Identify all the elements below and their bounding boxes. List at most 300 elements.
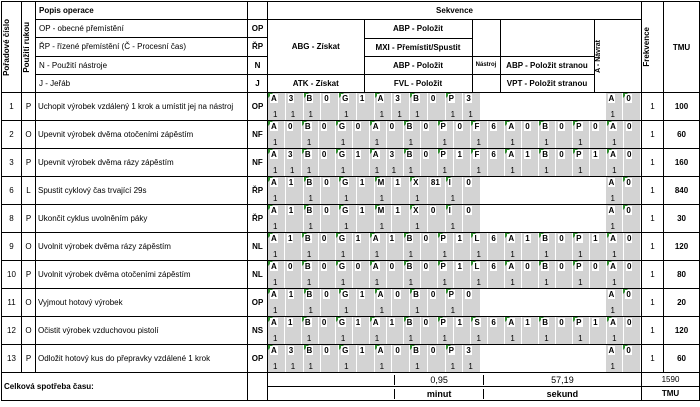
sequence-param: 0 [324, 346, 329, 355]
sequence-cell [499, 177, 517, 204]
sequence-param: A [610, 262, 616, 271]
sequence-param: 1 [395, 178, 400, 187]
sequence-cell [392, 345, 410, 372]
sequence-cell [624, 261, 641, 288]
sequence-sub: 1 [442, 250, 447, 259]
sequence-cell [463, 205, 481, 232]
sequence-cell [623, 177, 641, 204]
table-row [2, 289, 700, 317]
total-seconds-value: 57,19 [483, 375, 641, 385]
sequence-param: A [508, 122, 515, 131]
sequence-cell [539, 317, 556, 344]
sequence-param: 1 [593, 318, 598, 327]
sequence-cell [534, 93, 552, 120]
sequence-param: B [306, 206, 313, 215]
sequence-cell [336, 233, 353, 260]
sequence-cell [357, 205, 375, 232]
sequence-param: B [542, 150, 549, 159]
legend-code: N [248, 56, 268, 74]
sequence-param: 0 [466, 206, 471, 215]
sequence-param: 0 [355, 122, 361, 131]
sequence-sub: 1 [379, 362, 385, 371]
row-code: NL [248, 233, 268, 261]
sequence-param: G [338, 318, 346, 327]
row-frequency: 1 [642, 93, 664, 121]
sequence-cell [590, 261, 607, 288]
sequence-param: P [440, 262, 446, 271]
sequence-param: I [448, 178, 451, 187]
sequence-sub: 1 [610, 110, 615, 119]
sequence-param: 0 [287, 262, 293, 271]
sequence-sub: 1 [340, 166, 346, 175]
sequence-cell [539, 149, 556, 176]
sequence-param: G [342, 206, 349, 215]
sequence-cell [552, 93, 570, 120]
sequence-sub: 1 [612, 334, 617, 343]
sequence-sub: 1 [379, 110, 385, 119]
sequence-cell [268, 93, 286, 120]
sequence-param: 1 [355, 234, 361, 243]
sequence-cell [302, 317, 319, 344]
sequence-param: 0 [423, 234, 429, 243]
sequence-sub: 1 [610, 194, 615, 203]
row-description: Ukončit cyklus uvolněním páky [36, 205, 248, 233]
sequence-param: B [542, 234, 549, 243]
row-description: Odložit hotový kus do přepravky vzdálené 1 krok [36, 345, 248, 373]
sequence-cell [321, 289, 339, 316]
col-seq-header: Sekvence [268, 2, 642, 20]
sequence-param: 0 [626, 206, 631, 215]
sequence-sub: 1 [374, 166, 380, 175]
sequence-sub: 1 [415, 306, 420, 315]
sequence-cell [319, 317, 336, 344]
sequence-cell [339, 177, 357, 204]
row-number: 6 [2, 177, 22, 205]
sequence-cell [590, 317, 607, 344]
sequence-sub: 1 [450, 362, 456, 371]
sequence-param: 1 [355, 318, 361, 327]
table-row [2, 93, 700, 121]
sequence-param: B [406, 150, 413, 159]
sequence-cell [321, 93, 339, 120]
row-sequence [268, 149, 642, 177]
sequence-sub: 1 [610, 306, 615, 315]
sequence-cell [285, 317, 302, 344]
legend-item: J - Jeřáb [36, 74, 248, 92]
sequence-param: A [508, 318, 515, 327]
sequence-cell [606, 345, 624, 372]
sequence-cell [607, 317, 624, 344]
sequence-sub: 1 [408, 250, 414, 259]
sequence-cell [539, 261, 556, 288]
table-row [2, 149, 700, 177]
sequence-cell [404, 149, 421, 176]
sequence-param: A [372, 122, 379, 131]
sequence-param: 0 [593, 122, 598, 131]
seq-label-abp2: ABP - Položit [364, 56, 472, 74]
sequence-param: P [576, 318, 582, 327]
sequence-sub: 1 [578, 278, 583, 287]
sequence-sub: 1 [344, 194, 349, 203]
sequence-param: 0 [559, 150, 564, 159]
sequence-cell [624, 149, 641, 176]
sequence-sub: 1 [544, 138, 549, 147]
sequence-sub: 1 [374, 138, 380, 147]
row-number: 9 [2, 233, 22, 261]
sequence-sub: 1 [379, 194, 385, 203]
seq-label-abp: ABP - Položit [364, 20, 472, 38]
row-number: 12 [2, 317, 22, 345]
sequence-sub: 1 [273, 250, 278, 259]
sequence-sub: 1 [289, 166, 295, 175]
sequence-param: A [608, 206, 615, 215]
col-desc-header: Popis operace [36, 2, 248, 20]
sequence-param: 0 [287, 122, 293, 131]
sequence-sub: 1 [344, 110, 349, 119]
sequence-cell [623, 205, 641, 232]
sequence-param: 0 [430, 94, 436, 103]
sequence-sub: 1 [544, 334, 549, 343]
total-tmu-value: 1590 [642, 373, 700, 387]
sequence-param: 0 [389, 262, 395, 271]
sequence-param: A [271, 150, 277, 159]
legend-code: OP [248, 20, 268, 38]
sequence-sub: 1 [273, 194, 278, 203]
sequence-param: P [440, 234, 446, 243]
col-freq-header: Frekvence [642, 2, 664, 93]
sequence-cell [499, 205, 517, 232]
sequence-cell [387, 121, 404, 148]
sequence-param: 0 [627, 150, 632, 159]
sequence-cell [268, 149, 285, 176]
sequence-param: G [342, 178, 349, 187]
sequence-cell [588, 205, 606, 232]
sequence-param: A [610, 150, 616, 159]
table-row [2, 233, 700, 261]
table-row [2, 177, 700, 205]
row-frequency: 1 [642, 261, 664, 289]
sequence-param: 0 [423, 262, 429, 271]
mtm-analysis-table [1, 1, 700, 401]
sequence-cell [505, 149, 522, 176]
sequence-label-grid [268, 20, 642, 92]
sequence-param: A [508, 150, 515, 159]
sequence-sub: 1 [344, 362, 349, 371]
sequence-param: A [372, 150, 379, 159]
sequence-param: B [304, 262, 311, 271]
row-frequency: 1 [642, 317, 664, 345]
sequence-cell [268, 317, 285, 344]
sequence-param: G [338, 122, 346, 131]
sequence-cell [481, 289, 499, 316]
sequence-param: 1 [287, 234, 293, 243]
sequence-cell [285, 149, 302, 176]
sequence-param: G [342, 94, 349, 103]
sequence-cell [454, 233, 471, 260]
sequence-sub: 1 [578, 334, 583, 343]
sequence-param: A [508, 262, 515, 271]
sequence-param: A [377, 94, 384, 103]
sequence-cell [471, 121, 488, 148]
sequence-cell [438, 121, 455, 148]
row-sequence [268, 205, 642, 233]
row-hand: O [22, 233, 36, 261]
row-frequency: 1 [642, 289, 664, 317]
sequence-param: 3 [288, 346, 294, 355]
sequence-cell [556, 317, 573, 344]
sequence-cell [552, 345, 570, 372]
sequence-param: A [271, 318, 277, 327]
sequence-param: 1 [359, 290, 365, 299]
sequence-param: A [508, 234, 515, 243]
sequence-cell [353, 149, 370, 176]
sequence-param: A [377, 290, 384, 299]
sequence-param: B [406, 262, 413, 271]
sequence-cell [375, 93, 393, 120]
legend-code: ŘP [248, 38, 268, 56]
sequence-param: 1 [593, 234, 598, 243]
sequence-param: F [474, 150, 480, 159]
row-description: Spustit cyklový čas trvající 29s [36, 177, 248, 205]
sequence-param: B [413, 94, 419, 103]
sequence-cell [392, 177, 410, 204]
sequence-sub: 1 [374, 250, 380, 259]
row-description: Uvolnit výrobek dvěma otočeními zápěstím [36, 261, 248, 289]
sequence-param: 6 [491, 262, 496, 271]
sequence-param: A [271, 178, 277, 187]
row-tmu: 30 [664, 205, 700, 233]
sequence-cell [606, 93, 624, 120]
sequence-param: 6 [491, 122, 496, 131]
sequence-param: B [413, 346, 419, 355]
sequence-param: 1 [525, 318, 530, 327]
sequence-cell [463, 177, 481, 204]
sequence-param: 1 [525, 234, 530, 243]
sequence-param: 1 [355, 150, 361, 159]
sequence-param: 1 [457, 150, 462, 159]
sequence-param: P [576, 262, 582, 271]
sequence-sub: 1 [379, 306, 385, 315]
sequence-sub: 1 [510, 166, 515, 175]
sequence-cell [336, 149, 353, 176]
sequence-cell [304, 289, 322, 316]
sequence-cell [556, 149, 573, 176]
sequence-cell [573, 261, 590, 288]
sequence-cell [392, 93, 410, 120]
table-row [2, 261, 700, 289]
sequence-param: 1 [395, 206, 400, 215]
sequence-cell [488, 261, 505, 288]
sequence-param: 0 [626, 94, 631, 103]
sequence-cell [428, 289, 446, 316]
sequence-cell [573, 317, 590, 344]
sequence-param: S [474, 318, 480, 327]
row-tmu: 60 [664, 345, 700, 373]
sequence-param: 1 [389, 234, 395, 243]
legend-item: OP - obecné přemístění [36, 20, 248, 38]
sequence-cell [505, 317, 522, 344]
sequence-sub: 1 [408, 334, 414, 343]
total-seconds-unit: sekund [483, 389, 641, 399]
sequence-cell [556, 261, 573, 288]
sequence-param: 0 [627, 318, 632, 327]
sequence-param: P [440, 150, 446, 159]
sequence-sub: 1 [306, 250, 312, 259]
sequence-cell [336, 121, 353, 148]
sequence-sub: 1 [415, 222, 420, 231]
sequence-sub: 1 [442, 334, 447, 343]
sequence-cell [534, 345, 552, 372]
sequence-cell [488, 149, 505, 176]
sequence-param: 0 [321, 262, 327, 271]
legend-item: ŘP - řízené přemístění (Č - Procesní čas) [36, 38, 248, 56]
sequence-param: 1 [525, 150, 530, 159]
row-sequence [268, 177, 642, 205]
sequence-param: A [608, 290, 615, 299]
sequence-cell [339, 93, 357, 120]
sequence-cell [428, 93, 446, 120]
sequence-cell [570, 205, 588, 232]
sequence-cell [304, 177, 322, 204]
row-description: Uchopit výrobek vzdálený 1 krok a umístit jej na nástroj [36, 93, 248, 121]
sequence-sub: 1 [415, 110, 420, 119]
sequence-cell [488, 121, 505, 148]
row-hand: O [22, 289, 36, 317]
sequence-param: 3 [288, 94, 294, 103]
sequence-cell [285, 121, 302, 148]
row-sequence [268, 93, 642, 121]
sequence-cell [421, 121, 438, 148]
sequence-param: B [306, 94, 313, 103]
sequence-param: 0 [627, 122, 632, 131]
sequence-cell [353, 317, 370, 344]
row-frequency: 1 [642, 149, 664, 177]
sequence-cell [481, 205, 499, 232]
row-description: Upevnit výrobek dvěma rázy zápěstím [36, 149, 248, 177]
sequence-cell [286, 177, 304, 204]
sequence-param: 1 [457, 262, 462, 271]
sequence-sub: 1 [442, 138, 447, 147]
sequence-cell [410, 93, 428, 120]
sequence-param: 0 [324, 94, 329, 103]
row-description: Uvolnit výrobek dvěma rázy zápěstím [36, 233, 248, 261]
sequence-cell [588, 177, 606, 204]
sequence-cell [387, 233, 404, 260]
sequence-cell [606, 177, 624, 204]
sequence-cell [556, 121, 573, 148]
sequence-cell [286, 289, 304, 316]
row-hand: P [22, 205, 36, 233]
row-number: 2 [2, 121, 22, 149]
sequence-cell [488, 317, 505, 344]
sequence-cell [421, 149, 438, 176]
sequence-param: X [413, 178, 419, 187]
sequence-cell [463, 289, 481, 316]
sequence-param: A [372, 234, 379, 243]
row-hand: O [22, 317, 36, 345]
sequence-cell [304, 345, 322, 372]
sequence-cell [438, 149, 455, 176]
sequence-cell [339, 205, 357, 232]
sequence-cell [522, 121, 539, 148]
row-number: 13 [2, 345, 22, 373]
sequence-param: P [576, 150, 582, 159]
sequence-param: 0 [627, 262, 632, 271]
sequence-cell [302, 233, 319, 260]
sequence-cell [624, 121, 641, 148]
sequence-sub: 1 [306, 334, 312, 343]
sequence-sub: 1 [610, 222, 615, 231]
sequence-param: A [372, 318, 379, 327]
sequence-param: G [338, 234, 346, 243]
sequence-cell [623, 345, 641, 372]
sequence-sub: 1 [306, 138, 312, 147]
sequence-sub: 1 [476, 166, 481, 175]
sequence-sub: 1 [544, 166, 549, 175]
seq-label-abp-stranou: ABP - Položit stranou [500, 56, 594, 74]
sequence-sub: 1 [308, 362, 313, 371]
sequence-param: A [610, 122, 616, 131]
col-hand-header: Použití rukou [22, 2, 36, 93]
row-number: 1 [2, 93, 22, 121]
sequence-sub: 1 [468, 362, 473, 371]
sequence-cell [499, 289, 517, 316]
row-tmu: 20 [664, 289, 700, 317]
row-code: NF [248, 121, 268, 149]
sequence-param: 0 [355, 262, 361, 271]
sequence-param: 1 [359, 346, 365, 355]
total-tmu-unit: TMU [642, 387, 700, 401]
row-description: Očistit výrobek vzduchovou pistolí [36, 317, 248, 345]
sequence-sub: 1 [273, 222, 278, 231]
sequence-param: 1 [287, 318, 293, 327]
sequence-param: 1 [359, 94, 365, 103]
row-tmu: 120 [664, 317, 700, 345]
sequence-param: 0 [466, 290, 471, 299]
sequence-cell [522, 149, 539, 176]
sequence-param: B [306, 178, 313, 187]
sequence-param: 1 [389, 318, 395, 327]
sequence-param: 0 [321, 122, 327, 131]
sequence-cell [517, 289, 535, 316]
sequence-cell [286, 345, 304, 372]
sequence-param: G [338, 150, 346, 159]
sequence-sub: 1 [476, 138, 481, 147]
sequence-param: 0 [321, 234, 327, 243]
sequence-param: B [542, 318, 549, 327]
sequence-param: 0 [525, 122, 530, 131]
sequence-sub: 1 [290, 362, 296, 371]
table-row [2, 317, 700, 345]
sequence-cell [375, 205, 393, 232]
sequence-cell [304, 93, 322, 120]
sequence-cell [353, 233, 370, 260]
sequence-cell [471, 317, 488, 344]
sequence-cell [302, 121, 319, 148]
sequence-sub: 1 [391, 166, 397, 175]
row-number: 10 [2, 261, 22, 289]
sequence-cell [517, 93, 535, 120]
sequence-cell [522, 261, 539, 288]
sequence-sub: 1 [379, 222, 385, 231]
sequence-cell [454, 149, 471, 176]
sequence-sub: 1 [510, 278, 515, 287]
sequence-param: 0 [321, 318, 327, 327]
seq-label-navrat: A - Návrat [594, 39, 602, 73]
sequence-param: P [448, 290, 454, 299]
sequence-param: 1 [457, 318, 462, 327]
row-description: Upevnit výrobek dvěma otočeními zápěstím [36, 121, 248, 149]
